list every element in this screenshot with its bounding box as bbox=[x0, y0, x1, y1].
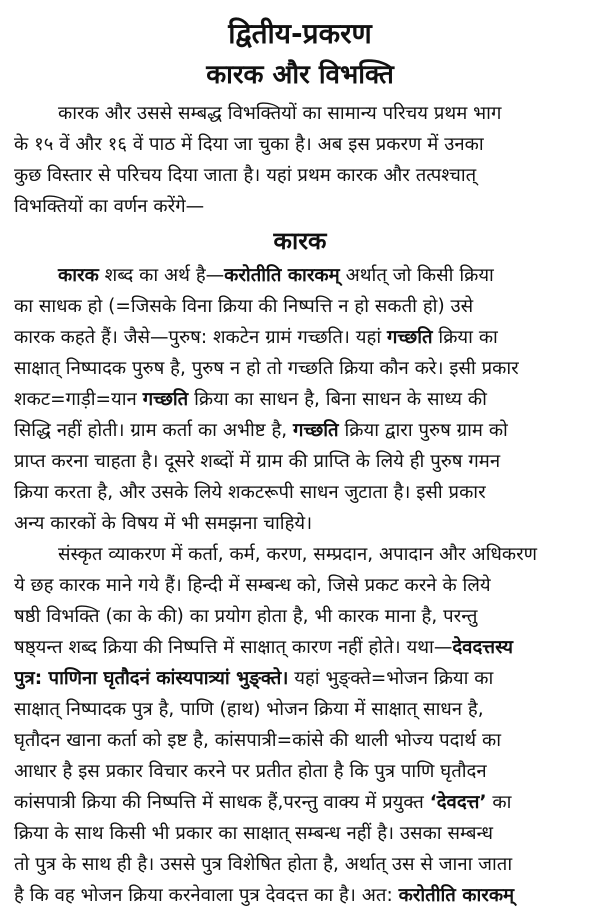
bold-term: देवदत्तस्य bbox=[452, 637, 514, 658]
chapter-title: द्वितीय-प्रकरण bbox=[228, 17, 372, 50]
text-run: शब्द का अर्थ है— bbox=[98, 265, 225, 286]
karak-paragraph-1 bbox=[14, 260, 586, 539]
intro-paragraph bbox=[14, 98, 586, 222]
paragraph-line bbox=[14, 415, 586, 446]
text-run: यहां भुङ्क्ते=भोजन क्रिया का bbox=[288, 668, 494, 689]
karak-heading: कारक bbox=[273, 227, 327, 255]
text-run: शकट=गाड़ी=यान bbox=[14, 389, 143, 410]
paragraph-line: संस्कृत व्याकरण में कर्ता, कर्म, करण, सम्प्रदान, अपादान और अधिकरण bbox=[58, 544, 538, 565]
bold-term: पुत्र: पाणिना घृतौदनं कांस्यपात्र्यां भुङ्क्ते। bbox=[14, 668, 289, 689]
bold-term: कारक bbox=[58, 265, 99, 286]
paragraph-line bbox=[14, 663, 586, 694]
paragraph-line bbox=[14, 880, 586, 911]
bold-term: करोतीति कारकम् bbox=[224, 265, 340, 286]
paragraph-line: साक्षात् निष्पादक पुरुष है, पुरुष न हो तो गच्छति क्रिया कौन करे। इसी प्रकार bbox=[14, 358, 519, 379]
text-run: क्रिया का साधन है, बिना साधन के साध्य की bbox=[188, 389, 487, 410]
section-title: कारक और विभक्ति bbox=[206, 60, 394, 90]
bold-term: गच्छति bbox=[142, 389, 189, 410]
paragraph-line: का साधक हो (=जिसके विना क्रिया की निष्पत्ति न हो सकती हो) उसे bbox=[14, 296, 474, 317]
intro-line: कारक और उससे सम्बद्ध विभक्तियों का सामान्य परिचय प्रथम भाग bbox=[58, 103, 502, 124]
bold-term: गच्छति bbox=[293, 420, 339, 441]
paragraph-line bbox=[14, 260, 586, 291]
paragraph-line bbox=[14, 322, 586, 353]
bold-term: करोतीति कारकम् bbox=[398, 885, 515, 906]
paragraph-line: ये छह कारक माने गये हैं। हिन्दी में सम्बन्ध को, जिसे प्रकट करने के लिये bbox=[14, 575, 491, 596]
text-run: सिद्धि नहीं होती। ग्राम कर्ता का अभीष्ट है, bbox=[14, 420, 294, 441]
karak-paragraph-2 bbox=[14, 539, 586, 911]
paragraph-line: क्रिया करता है, और उसके लिये शकटरूपी साधन जुटाता है। इसी प्रकार bbox=[14, 482, 486, 503]
intro-line: विभक्तियों का वर्णन करेंगे— bbox=[14, 196, 205, 217]
text-run: कांसपात्री क्रिया की निष्पत्ति में साधक हैं,परन्तु वाक्य में प्रयुक्त bbox=[14, 792, 430, 813]
paragraph-line bbox=[14, 384, 586, 415]
text-run: क्रिया का bbox=[432, 327, 498, 348]
text-run: क्रिया द्वारा पुरुष ग्राम को bbox=[338, 420, 508, 441]
text-run: है कि वह भोजन क्रिया करनेवाला पुत्र देवदत्त का है। अत: bbox=[14, 885, 399, 906]
paragraph-line: प्राप्त करना चाहता है। दूसरे शब्दों में ग्राम की प्राप्ति के लिये ही पुरुष गमन bbox=[14, 451, 501, 472]
intro-line: के १५ वें और १६ वें पाठ में दिया जा चुका है। अब इस प्रकरण में उनका bbox=[14, 134, 484, 155]
paragraph-line: साक्षात् निष्पादक पुत्र है, पाणि (हाथ) भोजन क्रिया में साक्षात् साधन है, bbox=[14, 699, 484, 720]
bold-term: ‘देवदत्त’ bbox=[429, 792, 487, 813]
text-run: षष्ठ्यन्त शब्द क्रिया की निष्पत्ति में साक्षात् कारण नहीं होते। यथा— bbox=[14, 637, 453, 658]
intro-line: कुछ विस्तार से परिचय दिया जाता है। यहां प्रथम कारक और तत्पश्चात् bbox=[14, 165, 477, 186]
paragraph-line bbox=[14, 787, 586, 818]
paragraph-line: घृतौदन खाना कर्ता को इष्ट है, कांसपात्री=कांसे की थाली भोज्य पदार्थ का bbox=[14, 730, 501, 751]
bold-term: गच्छति bbox=[387, 327, 433, 348]
paragraph-line: अन्य कारकों के विषय में भी समझना चाहिये। bbox=[14, 513, 313, 534]
text-run: अर्थात् जो किसी क्रिया bbox=[339, 265, 494, 286]
paragraph-line: आधार है इस प्रकार विचार करने पर प्रतीत होता है कि पुत्र पाणि घृतौदन bbox=[14, 761, 487, 782]
paragraph-line bbox=[14, 632, 586, 663]
paragraph-line: तो पुत्र के साथ ही है। उससे पुत्र विशेषित होता है, अर्थात् उस से जाना जाता bbox=[14, 854, 513, 875]
text-run: का bbox=[486, 792, 512, 813]
text-run: कारक कहते हैं। जैसे—पुरुष: शकटेन ग्रामं गच्छति। यहां bbox=[14, 327, 388, 348]
paragraph-line: षष्ठी विभक्ति (का के की) का प्रयोग होता है, भी कारक माना है, परन्तु bbox=[14, 606, 478, 627]
paragraph-line: क्रिया के साथ किसी भी प्रकार का साक्षात् सम्बन्ध नहीं है। उसका सम्बन्ध bbox=[14, 823, 494, 844]
